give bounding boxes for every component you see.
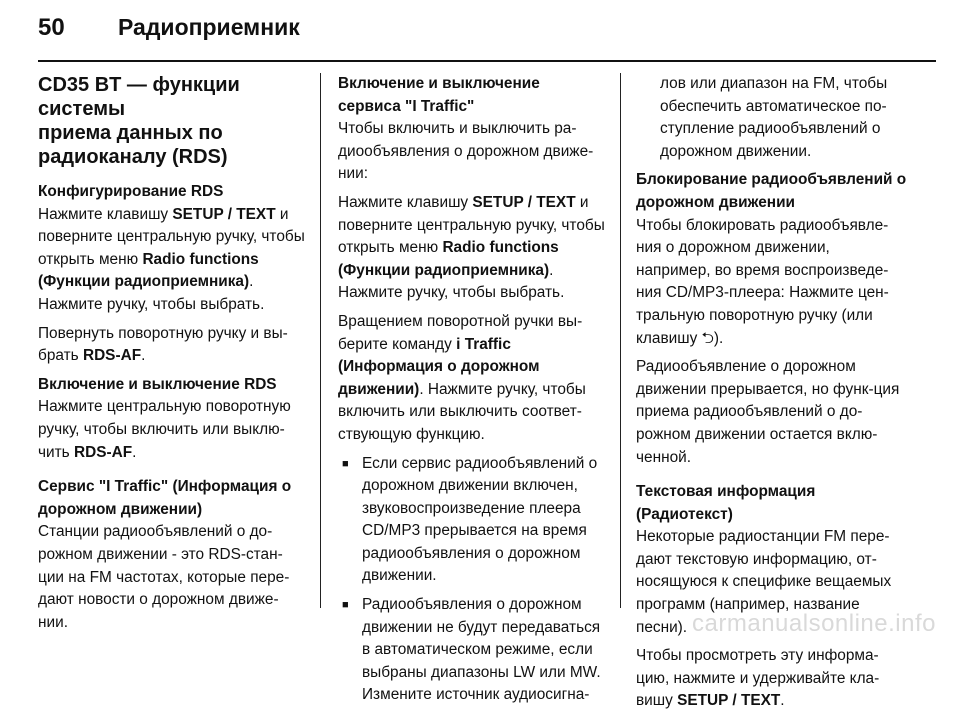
page-number: 50 [38,14,65,41]
back-key-icon: ⮌ [701,329,714,347]
traffic-block-title: Блокирование радиообъявлений о дорожном движении [636,171,907,211]
column-2 [338,73,606,713]
bullet-item: ■ Если сервис радиообъявлений о дорожном движении включен, звуковоспроизведение плеера CD/MP3 прерывается на время радиообъявления о дорожном движении. [338,453,606,589]
traffic-select-text: Вращением поворотной ручки вы-берите команду i Traffic (Информация о дорожном движении). Нажмите ручку, чтобы включить или выключить соответ-ствующую функцию. [338,312,586,443]
bullet-item: ■ Радиообъявления о дорожном движении не будут передаваться в автоматическом режиме, если выбраны диапазоны LW или MW. Измените источник аудиосигна- [338,594,606,707]
watermark: carmanualsonline.info [692,610,936,637]
bullet-continuation: лов или диапазон на FM, чтобы обеспечить автоматическое по-ступление радиообъявлений о дорожном движении. [660,75,888,160]
column-1 [38,73,306,640]
bullet-list [338,453,606,708]
rds-toggle-title: Включение и выключение RDS [38,375,277,393]
rds-config-title: Конфигурирование RDS [38,183,224,200]
rds-af-select-text: Повернуть поворотную ручку и вы-брать RDS-AF. [38,324,288,365]
radiotext-text: Некоторые радиостанции FM пере-дают текстовую информацию, от-носящуюся к специфике вещаемых программ (например, название песни). [636,528,892,636]
header-rule [38,60,936,62]
section-heading: CD35 BT — функции системы приема данных по радиоканалу (RDS) [38,74,240,168]
page-title: Радиоприемник [118,14,300,40]
traffic-toggle-title: Включение и выключение сервиса "I Traffic" [338,75,540,115]
radiotext-title: Текстовая информация (Радиотекст) [636,483,816,523]
traffic-menu-text: Нажмите клавишу SETUP / TEXT и поверните центральную ручку, чтобы открыть меню Radio functions (Функции радиоприемника). Нажмите ручку, чтобы выбрать. [338,193,605,302]
column-divider-1 [320,73,321,608]
traffic-service-title: Сервис "I Traffic" (Информация о дорожном движении) [38,478,292,518]
page-header [38,14,300,44]
radiotext-view-text: Чтобы просмотреть эту информа-цию, нажмите и удерживайте кла-вишу SETUP / TEXT. [636,647,880,710]
rds-toggle-text: Нажмите центральную поворотную ручку, чтобы включить или выклю-чить RDS-AF. [38,398,291,461]
column-divider-2 [620,73,621,608]
rds-config-text: Нажмите клавишу SETUP / TEXT и поверните центральную ручку, чтобы открыть меню Radio functions (Функции радиоприемника). Нажмите ручку, чтобы выбрать. [38,205,305,313]
traffic-interrupt-text: Радиообъявление о дорожном движении прерывается, но функ-ция приема радиообъявлений о до-рожном движении остается вклю-ченной. [636,358,900,466]
traffic-service-text: Станции радиообъявлений о до-рожном движении - это RDS-стан-ции на FM частотах, которые пере-дают новости о дорожном движе-нии. [38,523,290,631]
traffic-toggle-intro: Чтобы включить и выключить ра-диообъявления о дорожном движе-нии: [338,120,594,183]
traffic-block-text: Чтобы блокировать радиообъявле-ния о дорожном движении, например, во время воспроизведе-ния CD/MP3-плеера: Нажмите цен-тральную поворотную ручку (или клавишу ⮌). [636,216,889,347]
